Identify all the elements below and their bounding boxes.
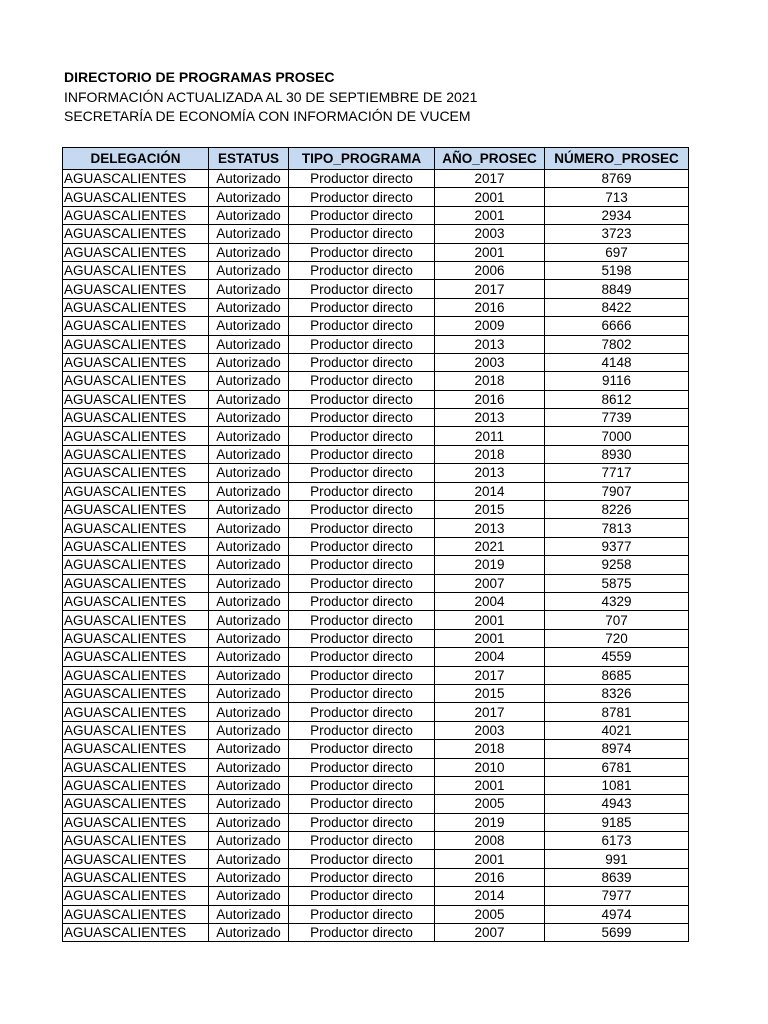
cell-tipo-programa: Productor directo	[289, 813, 435, 831]
cell-delegacion: AGUASCALIENTES	[63, 887, 209, 905]
cell-ano-prosec: 2009	[435, 317, 545, 335]
document-title: DIRECTORIO DE PROGRAMAS PROSEC	[64, 69, 335, 85]
cell-estatus: Autorizado	[209, 703, 289, 721]
cell-numero-prosec: 4021	[545, 721, 689, 739]
cell-estatus: Autorizado	[209, 924, 289, 942]
table-row	[63, 519, 689, 537]
cell-tipo-programa: Productor directo	[289, 188, 435, 206]
cell-ano-prosec: 2013	[435, 335, 545, 353]
cell-numero-prosec: 5198	[545, 261, 689, 279]
cell-tipo-programa: Productor directo	[289, 537, 435, 555]
table-row	[63, 390, 689, 408]
cell-ano-prosec: 2007	[435, 574, 545, 592]
column-header-estatus: ESTATUS	[209, 148, 289, 170]
table-row	[63, 445, 689, 463]
cell-tipo-programa: Productor directo	[289, 225, 435, 243]
cell-ano-prosec: 2001	[435, 850, 545, 868]
table-row	[63, 482, 689, 500]
cell-delegacion: AGUASCALIENTES	[63, 758, 209, 776]
cell-numero-prosec: 4974	[545, 905, 689, 923]
cell-numero-prosec: 9116	[545, 372, 689, 390]
table-body	[63, 170, 689, 942]
cell-tipo-programa: Productor directo	[289, 464, 435, 482]
cell-ano-prosec: 2015	[435, 501, 545, 519]
cell-delegacion: AGUASCALIENTES	[63, 850, 209, 868]
cell-tipo-programa: Productor directo	[289, 776, 435, 794]
cell-delegacion: AGUASCALIENTES	[63, 261, 209, 279]
cell-numero-prosec: 9377	[545, 537, 689, 555]
cell-ano-prosec: 2001	[435, 188, 545, 206]
table-row	[63, 905, 689, 923]
cell-tipo-programa: Productor directo	[289, 758, 435, 776]
cell-ano-prosec: 2017	[435, 170, 545, 188]
cell-delegacion: AGUASCALIENTES	[63, 629, 209, 647]
cell-ano-prosec: 2001	[435, 776, 545, 794]
cell-delegacion: AGUASCALIENTES	[63, 611, 209, 629]
cell-numero-prosec: 720	[545, 629, 689, 647]
cell-ano-prosec: 2013	[435, 409, 545, 427]
cell-delegacion: AGUASCALIENTES	[63, 464, 209, 482]
cell-ano-prosec: 2004	[435, 592, 545, 610]
cell-ano-prosec: 2010	[435, 758, 545, 776]
cell-ano-prosec: 2005	[435, 905, 545, 923]
cell-delegacion: AGUASCALIENTES	[63, 776, 209, 794]
cell-delegacion: AGUASCALIENTES	[63, 537, 209, 555]
cell-numero-prosec: 9185	[545, 813, 689, 831]
cell-tipo-programa: Productor directo	[289, 427, 435, 445]
cell-tipo-programa: Productor directo	[289, 409, 435, 427]
cell-tipo-programa: Productor directo	[289, 519, 435, 537]
table-row	[63, 188, 689, 206]
cell-numero-prosec: 713	[545, 188, 689, 206]
cell-numero-prosec: 4943	[545, 795, 689, 813]
cell-delegacion: AGUASCALIENTES	[63, 648, 209, 666]
table-row	[63, 537, 689, 555]
cell-estatus: Autorizado	[209, 611, 289, 629]
cell-estatus: Autorizado	[209, 427, 289, 445]
cell-numero-prosec: 8685	[545, 666, 689, 684]
cell-tipo-programa: Productor directo	[289, 887, 435, 905]
cell-delegacion: AGUASCALIENTES	[63, 445, 209, 463]
cell-tipo-programa: Productor directo	[289, 206, 435, 224]
cell-tipo-programa: Productor directo	[289, 574, 435, 592]
cell-estatus: Autorizado	[209, 170, 289, 188]
cell-tipo-programa: Productor directo	[289, 721, 435, 739]
cell-estatus: Autorizado	[209, 445, 289, 463]
cell-numero-prosec: 4559	[545, 648, 689, 666]
cell-numero-prosec: 8226	[545, 501, 689, 519]
table-row	[63, 832, 689, 850]
cell-tipo-programa: Productor directo	[289, 740, 435, 758]
cell-tipo-programa: Productor directo	[289, 666, 435, 684]
cell-delegacion: AGUASCALIENTES	[63, 409, 209, 427]
cell-estatus: Autorizado	[209, 519, 289, 537]
cell-tipo-programa: Productor directo	[289, 243, 435, 261]
table-row	[63, 261, 689, 279]
cell-estatus: Autorizado	[209, 537, 289, 555]
cell-tipo-programa: Productor directo	[289, 832, 435, 850]
cell-tipo-programa: Productor directo	[289, 170, 435, 188]
cell-ano-prosec: 2008	[435, 832, 545, 850]
cell-estatus: Autorizado	[209, 280, 289, 298]
cell-numero-prosec: 7000	[545, 427, 689, 445]
table-row	[63, 556, 689, 574]
table-row	[63, 298, 689, 316]
cell-delegacion: AGUASCALIENTES	[63, 592, 209, 610]
cell-numero-prosec: 8769	[545, 170, 689, 188]
table-row	[63, 887, 689, 905]
cell-numero-prosec: 7813	[545, 519, 689, 537]
cell-estatus: Autorizado	[209, 887, 289, 905]
cell-estatus: Autorizado	[209, 758, 289, 776]
cell-tipo-programa: Productor directo	[289, 648, 435, 666]
cell-ano-prosec: 2018	[435, 372, 545, 390]
cell-ano-prosec: 2017	[435, 703, 545, 721]
cell-tipo-programa: Productor directo	[289, 592, 435, 610]
table-row	[63, 740, 689, 758]
cell-ano-prosec: 2005	[435, 795, 545, 813]
cell-delegacion: AGUASCALIENTES	[63, 501, 209, 519]
cell-tipo-programa: Productor directo	[289, 924, 435, 942]
cell-delegacion: AGUASCALIENTES	[63, 206, 209, 224]
cell-ano-prosec: 2004	[435, 648, 545, 666]
cell-delegacion: AGUASCALIENTES	[63, 721, 209, 739]
cell-delegacion: AGUASCALIENTES	[63, 924, 209, 942]
cell-tipo-programa: Productor directo	[289, 629, 435, 647]
cell-ano-prosec: 2017	[435, 280, 545, 298]
table-row	[63, 813, 689, 831]
cell-ano-prosec: 2016	[435, 868, 545, 886]
table-row	[63, 170, 689, 188]
cell-delegacion: AGUASCALIENTES	[63, 335, 209, 353]
table-row	[63, 243, 689, 261]
cell-ano-prosec: 2001	[435, 206, 545, 224]
cell-tipo-programa: Productor directo	[289, 372, 435, 390]
cell-delegacion: AGUASCALIENTES	[63, 427, 209, 445]
cell-tipo-programa: Productor directo	[289, 335, 435, 353]
cell-tipo-programa: Productor directo	[289, 317, 435, 335]
cell-delegacion: AGUASCALIENTES	[63, 225, 209, 243]
cell-ano-prosec: 2019	[435, 813, 545, 831]
cell-tipo-programa: Productor directo	[289, 298, 435, 316]
cell-numero-prosec: 697	[545, 243, 689, 261]
cell-numero-prosec: 7977	[545, 887, 689, 905]
cell-numero-prosec: 5875	[545, 574, 689, 592]
cell-numero-prosec: 4148	[545, 353, 689, 371]
table-row	[63, 795, 689, 813]
cell-delegacion: AGUASCALIENTES	[63, 482, 209, 500]
column-header-numero-prosec: NÚMERO_PROSEC	[545, 148, 689, 170]
cell-estatus: Autorizado	[209, 317, 289, 335]
cell-delegacion: AGUASCALIENTES	[63, 574, 209, 592]
cell-estatus: Autorizado	[209, 390, 289, 408]
cell-numero-prosec: 5699	[545, 924, 689, 942]
cell-tipo-programa: Productor directo	[289, 684, 435, 702]
cell-numero-prosec: 6173	[545, 832, 689, 850]
cell-estatus: Autorizado	[209, 666, 289, 684]
cell-delegacion: AGUASCALIENTES	[63, 243, 209, 261]
cell-delegacion: AGUASCALIENTES	[63, 188, 209, 206]
document-header	[64, 68, 477, 127]
cell-estatus: Autorizado	[209, 592, 289, 610]
cell-ano-prosec: 2018	[435, 740, 545, 758]
cell-delegacion: AGUASCALIENTES	[63, 556, 209, 574]
cell-estatus: Autorizado	[209, 225, 289, 243]
cell-numero-prosec: 991	[545, 850, 689, 868]
cell-estatus: Autorizado	[209, 353, 289, 371]
table-row	[63, 280, 689, 298]
prosec-table	[62, 147, 689, 942]
cell-numero-prosec: 8781	[545, 703, 689, 721]
cell-ano-prosec: 2019	[435, 556, 545, 574]
cell-ano-prosec: 2001	[435, 243, 545, 261]
cell-estatus: Autorizado	[209, 795, 289, 813]
cell-delegacion: AGUASCALIENTES	[63, 372, 209, 390]
column-header-tipo-programa: TIPO_PROGRAMA	[289, 148, 435, 170]
cell-ano-prosec: 2016	[435, 298, 545, 316]
table-row	[63, 666, 689, 684]
cell-numero-prosec: 8422	[545, 298, 689, 316]
table-row	[63, 206, 689, 224]
cell-numero-prosec: 7907	[545, 482, 689, 500]
cell-ano-prosec: 2013	[435, 464, 545, 482]
cell-delegacion: AGUASCALIENTES	[63, 170, 209, 188]
cell-delegacion: AGUASCALIENTES	[63, 868, 209, 886]
cell-tipo-programa: Productor directo	[289, 556, 435, 574]
cell-delegacion: AGUASCALIENTES	[63, 795, 209, 813]
cell-delegacion: AGUASCALIENTES	[63, 666, 209, 684]
table-header-row	[63, 148, 689, 170]
cell-delegacion: AGUASCALIENTES	[63, 813, 209, 831]
cell-ano-prosec: 2001	[435, 611, 545, 629]
table-row	[63, 592, 689, 610]
cell-numero-prosec: 7739	[545, 409, 689, 427]
cell-tipo-programa: Productor directo	[289, 868, 435, 886]
cell-tipo-programa: Productor directo	[289, 390, 435, 408]
cell-numero-prosec: 707	[545, 611, 689, 629]
column-header-delegacion: DELEGACIÓN	[63, 148, 209, 170]
cell-ano-prosec: 2017	[435, 666, 545, 684]
cell-estatus: Autorizado	[209, 629, 289, 647]
cell-numero-prosec: 7717	[545, 464, 689, 482]
cell-estatus: Autorizado	[209, 261, 289, 279]
cell-estatus: Autorizado	[209, 243, 289, 261]
cell-ano-prosec: 2001	[435, 629, 545, 647]
cell-ano-prosec: 2016	[435, 390, 545, 408]
cell-numero-prosec: 4329	[545, 592, 689, 610]
cell-tipo-programa: Productor directo	[289, 445, 435, 463]
cell-numero-prosec: 8326	[545, 684, 689, 702]
cell-numero-prosec: 6666	[545, 317, 689, 335]
table-row	[63, 335, 689, 353]
cell-tipo-programa: Productor directo	[289, 482, 435, 500]
table-row	[63, 703, 689, 721]
cell-numero-prosec: 1081	[545, 776, 689, 794]
cell-estatus: Autorizado	[209, 684, 289, 702]
cell-delegacion: AGUASCALIENTES	[63, 353, 209, 371]
cell-delegacion: AGUASCALIENTES	[63, 317, 209, 335]
cell-numero-prosec: 2934	[545, 206, 689, 224]
cell-numero-prosec: 8639	[545, 868, 689, 886]
table-row	[63, 501, 689, 519]
table-row	[63, 758, 689, 776]
cell-tipo-programa: Productor directo	[289, 280, 435, 298]
table-row	[63, 629, 689, 647]
cell-estatus: Autorizado	[209, 832, 289, 850]
cell-estatus: Autorizado	[209, 501, 289, 519]
table-row	[63, 648, 689, 666]
cell-ano-prosec: 2021	[435, 537, 545, 555]
cell-estatus: Autorizado	[209, 740, 289, 758]
cell-delegacion: AGUASCALIENTES	[63, 390, 209, 408]
cell-estatus: Autorizado	[209, 188, 289, 206]
cell-ano-prosec: 2014	[435, 482, 545, 500]
table-row	[63, 611, 689, 629]
cell-ano-prosec: 2007	[435, 924, 545, 942]
cell-delegacion: AGUASCALIENTES	[63, 905, 209, 923]
cell-ano-prosec: 2003	[435, 225, 545, 243]
table-row	[63, 850, 689, 868]
table-row	[63, 464, 689, 482]
cell-estatus: Autorizado	[209, 776, 289, 794]
table-row	[63, 924, 689, 942]
update-date-line: INFORMACIÓN ACTUALIZADA AL 30 DE SEPTIEMBRE DE 2021	[64, 88, 478, 105]
table-row	[63, 574, 689, 592]
cell-tipo-programa: Productor directo	[289, 795, 435, 813]
source-line: SECRETARÍA DE ECONOMÍA CON INFORMACIÓN DE VUCEM	[64, 108, 471, 124]
cell-tipo-programa: Productor directo	[289, 353, 435, 371]
cell-estatus: Autorizado	[209, 850, 289, 868]
table-row	[63, 776, 689, 794]
cell-ano-prosec: 2006	[435, 261, 545, 279]
cell-numero-prosec: 6781	[545, 758, 689, 776]
cell-estatus: Autorizado	[209, 648, 289, 666]
cell-delegacion: AGUASCALIENTES	[63, 280, 209, 298]
cell-numero-prosec: 8849	[545, 280, 689, 298]
cell-numero-prosec: 8612	[545, 390, 689, 408]
cell-delegacion: AGUASCALIENTES	[63, 832, 209, 850]
table-row	[63, 868, 689, 886]
table-row	[63, 353, 689, 371]
cell-delegacion: AGUASCALIENTES	[63, 519, 209, 537]
table-row	[63, 225, 689, 243]
cell-estatus: Autorizado	[209, 482, 289, 500]
cell-tipo-programa: Productor directo	[289, 611, 435, 629]
cell-numero-prosec: 7802	[545, 335, 689, 353]
cell-estatus: Autorizado	[209, 868, 289, 886]
cell-tipo-programa: Productor directo	[289, 501, 435, 519]
cell-estatus: Autorizado	[209, 905, 289, 923]
cell-delegacion: AGUASCALIENTES	[63, 740, 209, 758]
table-row	[63, 684, 689, 702]
cell-tipo-programa: Productor directo	[289, 703, 435, 721]
cell-numero-prosec: 9258	[545, 556, 689, 574]
cell-estatus: Autorizado	[209, 206, 289, 224]
cell-tipo-programa: Productor directo	[289, 261, 435, 279]
cell-estatus: Autorizado	[209, 409, 289, 427]
cell-delegacion: AGUASCALIENTES	[63, 684, 209, 702]
cell-numero-prosec: 3723	[545, 225, 689, 243]
table-row	[63, 372, 689, 390]
cell-numero-prosec: 8974	[545, 740, 689, 758]
cell-delegacion: AGUASCALIENTES	[63, 298, 209, 316]
cell-ano-prosec: 2015	[435, 684, 545, 702]
cell-numero-prosec: 8930	[545, 445, 689, 463]
cell-estatus: Autorizado	[209, 721, 289, 739]
cell-ano-prosec: 2011	[435, 427, 545, 445]
cell-ano-prosec: 2003	[435, 721, 545, 739]
column-header-ano-prosec: AÑO_PROSEC	[435, 148, 545, 170]
table-row	[63, 317, 689, 335]
cell-estatus: Autorizado	[209, 372, 289, 390]
cell-ano-prosec: 2013	[435, 519, 545, 537]
cell-tipo-programa: Productor directo	[289, 850, 435, 868]
cell-delegacion: AGUASCALIENTES	[63, 703, 209, 721]
cell-estatus: Autorizado	[209, 335, 289, 353]
cell-ano-prosec: 2003	[435, 353, 545, 371]
cell-estatus: Autorizado	[209, 464, 289, 482]
cell-estatus: Autorizado	[209, 298, 289, 316]
cell-ano-prosec: 2014	[435, 887, 545, 905]
table-row	[63, 409, 689, 427]
cell-estatus: Autorizado	[209, 813, 289, 831]
cell-ano-prosec: 2018	[435, 445, 545, 463]
table-row	[63, 721, 689, 739]
table-row	[63, 427, 689, 445]
cell-tipo-programa: Productor directo	[289, 905, 435, 923]
cell-estatus: Autorizado	[209, 556, 289, 574]
cell-estatus: Autorizado	[209, 574, 289, 592]
